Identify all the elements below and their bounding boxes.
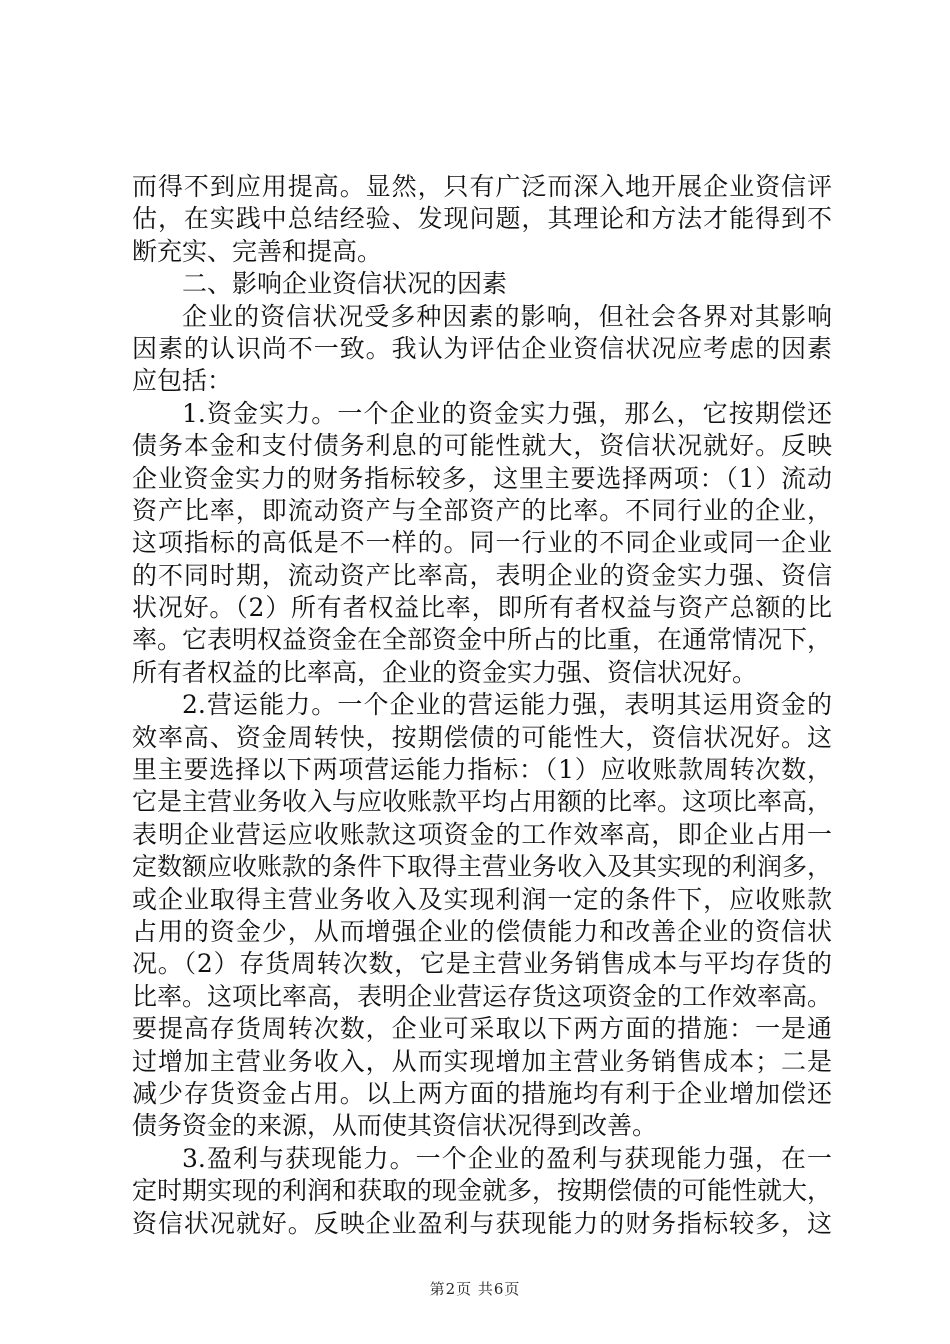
text-line: 2.营运能力。一个企业的营运能力强，表明其运用资金的 [182,690,832,720]
text-line: 里主要选择以下两项营运能力指标：（1）应收账款周转次数， [132,755,832,785]
text-line: 比率。这项比率高，表明企业营运存货这项资金的工作效率高。 [132,981,832,1011]
text-line: 率。它表明权益资金在全部资金中所占的比重，在通常情况下， [132,625,832,655]
text-line: 二、影响企业资信状况的因素 [182,269,508,299]
text-line: 债务本金和支付债务利息的可能性就大，资信状况就好。反映 [132,431,832,461]
text-line: 估，在实践中总结经验、发现问题，其理论和方法才能得到不 [132,204,832,234]
text-line: 表明企业营运应收账款这项资金的工作效率高，即企业占用一 [132,819,832,849]
text-line: 资信状况就好。反映企业盈利与获现能力的财务指标较多，这 [132,1208,832,1238]
text-line: 而得不到应用提高。显然，只有广泛而深入地开展企业资信评 [132,172,832,201]
text-line: 所有者权益的比率高，企业的资金实力强、资信状况好。 [132,657,758,687]
text-line: 或企业取得主营业务收入及实现利润一定的条件下，应收账款 [132,884,832,914]
text-line: 占用的资金少，从而增强企业的偿债能力和改善企业的资信状 [132,916,832,946]
text-line: 资产比率，即流动资产与全部资产的比率。不同行业的企业， [132,495,832,525]
text-line: 1.资金实力。一个企业的资金实力强，那么，它按期偿还 [182,398,832,428]
text-line: 减少存货资金占用。以上两方面的措施均有利于企业增加偿还 [132,1078,832,1108]
text-line: 企业的资信状况受多种因素的影响，但社会各界对其影响 [182,301,832,331]
text-line: 因素的认识尚不一致。我认为评估企业资信状况应考虑的因素 [132,333,832,363]
text-line: 的不同时期，流动资产比率高，表明企业的资金实力强、资信 [132,560,832,590]
text-line: 效率高、资金周转快，按期偿债的可能性大，资信状况好。这 [132,722,832,752]
text-line: 过增加主营业务收入，从而实现增加主营业务销售成本；二是 [132,1046,832,1076]
document-body [132,171,832,1240]
text-line: 应包括： [132,366,233,396]
text-line: 它是主营业务收入与应收账款平均占用额的比率。这项比率高， [132,787,832,817]
text-line: 企业资金实力的财务指标较多，这里主要选择两项：（1）流动 [132,463,832,493]
text-line: 状况好。（2）所有者权益比率，即所有者权益与资产总额的比 [132,593,832,623]
text-line: 要提高存货周转次数，企业可采取以下两方面的措施：一是通 [132,1014,832,1044]
text-line: 况。（2）存货周转次数，它是主营业务销售成本与平均存货的 [132,949,832,979]
text-line: 定数额应收账款的条件下取得主营业务收入及其实现的利润多， [132,852,832,882]
text-line: 这项指标的高低是不一样的。同一行业的不同企业或同一企业 [132,528,832,558]
text-line: 3.盈利与获现能力。一个企业的盈利与获现能力强，在一 [182,1143,832,1173]
page-footer: 第2页 共6页 [429,1280,521,1298]
text-line: 定时期实现的利润和获取的现金就多，按期偿债的可能性就大， [132,1176,832,1206]
text-line: 断充实、完善和提高。 [132,236,383,266]
text-line: 债务资金的来源，从而使其资信状况得到改善。 [132,1111,658,1141]
